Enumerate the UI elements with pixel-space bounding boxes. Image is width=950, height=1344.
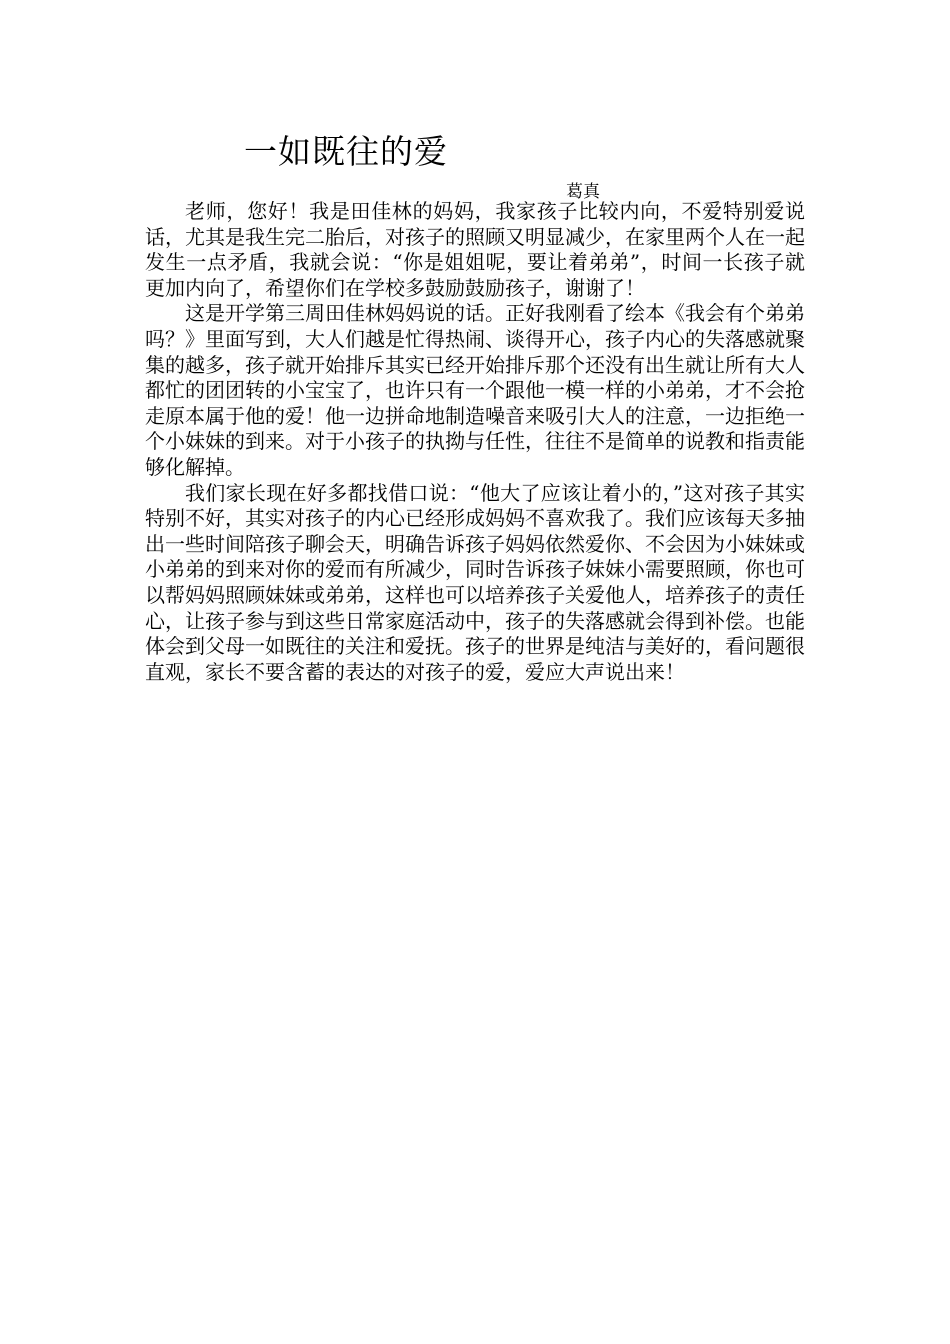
document-title: 一如既往的爱 [244,132,448,171]
document-author: 葛真 [566,182,600,202]
body-paragraph: 我们家长现在好多都找借口说：“他大了应该让着小的，”这对孩子其实特别不好，其实对孩子的内心已经形成妈妈不喜欢我了。我们应该每天多抽出一些时间陪孩子聊会天，明确告诉孩子妈妈依然爱你、不会因为小妹妹或小弟弟的到来对你的爱而有所减少，同时告诉孩子妹妹小需要照顾，你也可以帮妈妈照顾妹妹或弟弟，这样也可以培养孩子关爱他人，培养孩子的责任心，让孩子参与到这些日常家庭活动中，孩子的失落感就会得到补偿。也能体会到父母一如既往的关注和爱抚。孩子的世界是纯洁与美好的，看问题很直观，家长不要含蓄的表达的对孩子的爱，爱应大声说出来！ [145,480,805,684]
document-body [145,199,805,685]
body-paragraph: 这是开学第三周田佳林妈妈说的话。正好我刚看了绘本《我会有个弟弟吗？》里面写到，大人们越是忙得热闹、谈得开心，孩子内心的失落感就聚集的越多，孩子就开始排斥其实已经开始排斥那个还没有出生就让所有大人都忙的团团转的小宝宝了，也许只有一个跟他一模一样的小弟弟，才不会抢走原本属于他的爱！他一边拼命地制造噪音来吸引大人的注意，一边拒绝一个小妹妹的到来。对于小孩子的执拗与任性，往往不是简单的说教和指责能够化解掉。 [145,301,805,479]
body-paragraph: 老师，您好！我是田佳林的妈妈，我家孩子比较内向，不爱特别爱说话，尤其是我生完二胎后，对孩子的照顾又明显减少，在家里两个人在一起发生一点矛盾，我就会说：“你是姐姐呢，要让着弟弟”，时间一长孩子就更加内向了，希望你们在学校多鼓励鼓励孩子，谢谢了！ [145,199,805,300]
